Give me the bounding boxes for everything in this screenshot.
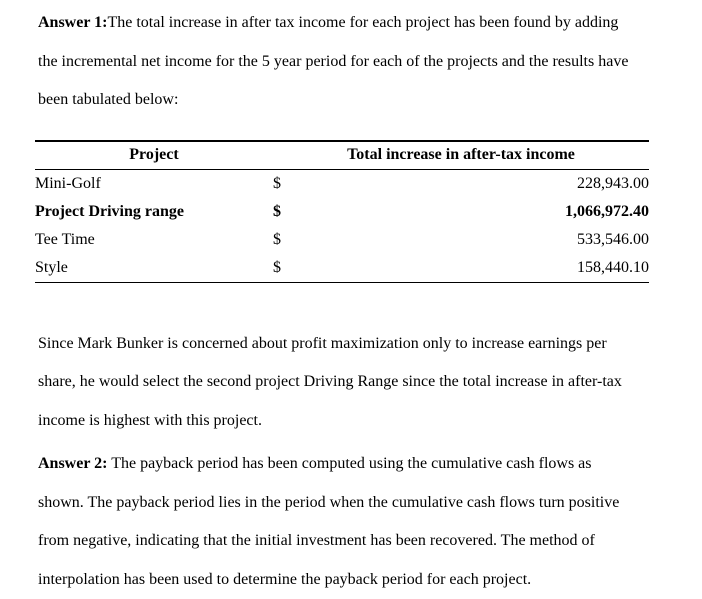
answer1-line-2: the incremental net income for the 5 year period for each of the projects and the results have: [38, 52, 629, 70]
amount-cell: 228,943.00: [577, 174, 649, 192]
answer2-line-3: from negative, indicating that the initial investment has been recovered. The method of: [38, 532, 595, 549]
answer1-line-1: [38, 4, 672, 43]
answer2-line-2: shown. The payback period lies in the period when the cumulative cash flows turn positive: [38, 493, 620, 511]
table-row-driving-range: [35, 198, 649, 226]
selection-line-2: share, he would select the second project Driving Range since the total increase in after-tax: [38, 373, 622, 390]
selection-line-3: income is highest with this project.: [38, 411, 262, 429]
currency-cell: $: [273, 254, 345, 283]
project-name-cell: Style: [35, 254, 273, 283]
answer1-line-3: been tabulated below:: [38, 91, 179, 108]
currency-cell: $: [273, 230, 281, 248]
selection-line-1: Since Mark Bunker is concerned about profit maximization only to increase earnings per: [38, 334, 607, 352]
project-column-header: Project: [35, 141, 273, 170]
table-header-row: [35, 141, 649, 170]
table-row-style: [35, 254, 649, 283]
answer1-paragraph: [38, 4, 672, 120]
project-name-cell: Project Driving range: [35, 202, 184, 220]
answer2-label: Answer 2:: [38, 455, 108, 472]
amount-cell: 1,066,972.40: [565, 202, 649, 220]
amount-cell: 533,546.00: [577, 230, 649, 248]
amount-cell: 158,440.10: [345, 254, 649, 283]
answer2-line-1: [38, 445, 672, 484]
results-table: [35, 140, 649, 283]
currency-cell: $: [273, 174, 281, 192]
project-name-cell: Mini-Golf: [35, 174, 101, 192]
project-name-cell: Tee Time: [35, 230, 95, 248]
selection-paragraph: [38, 325, 672, 441]
answer2-line-4: interpolation has been used to determine the payback period for each project.: [38, 570, 532, 588]
currency-cell: $: [273, 202, 281, 220]
total-increase-column-header: Total increase in after-tax income: [273, 141, 649, 170]
table-row-tee-time: [35, 226, 649, 254]
answer1-line-1-text: The total increase in after tax income for each project has been found by adding: [107, 14, 619, 31]
table-row-mini-golf: [35, 169, 649, 198]
answer1-label: Answer 1:: [38, 14, 108, 31]
answer2-paragraph: [38, 445, 672, 599]
answer2-line-1-text: The payback period has been computed using the cumulative cash flows as: [107, 455, 592, 472]
